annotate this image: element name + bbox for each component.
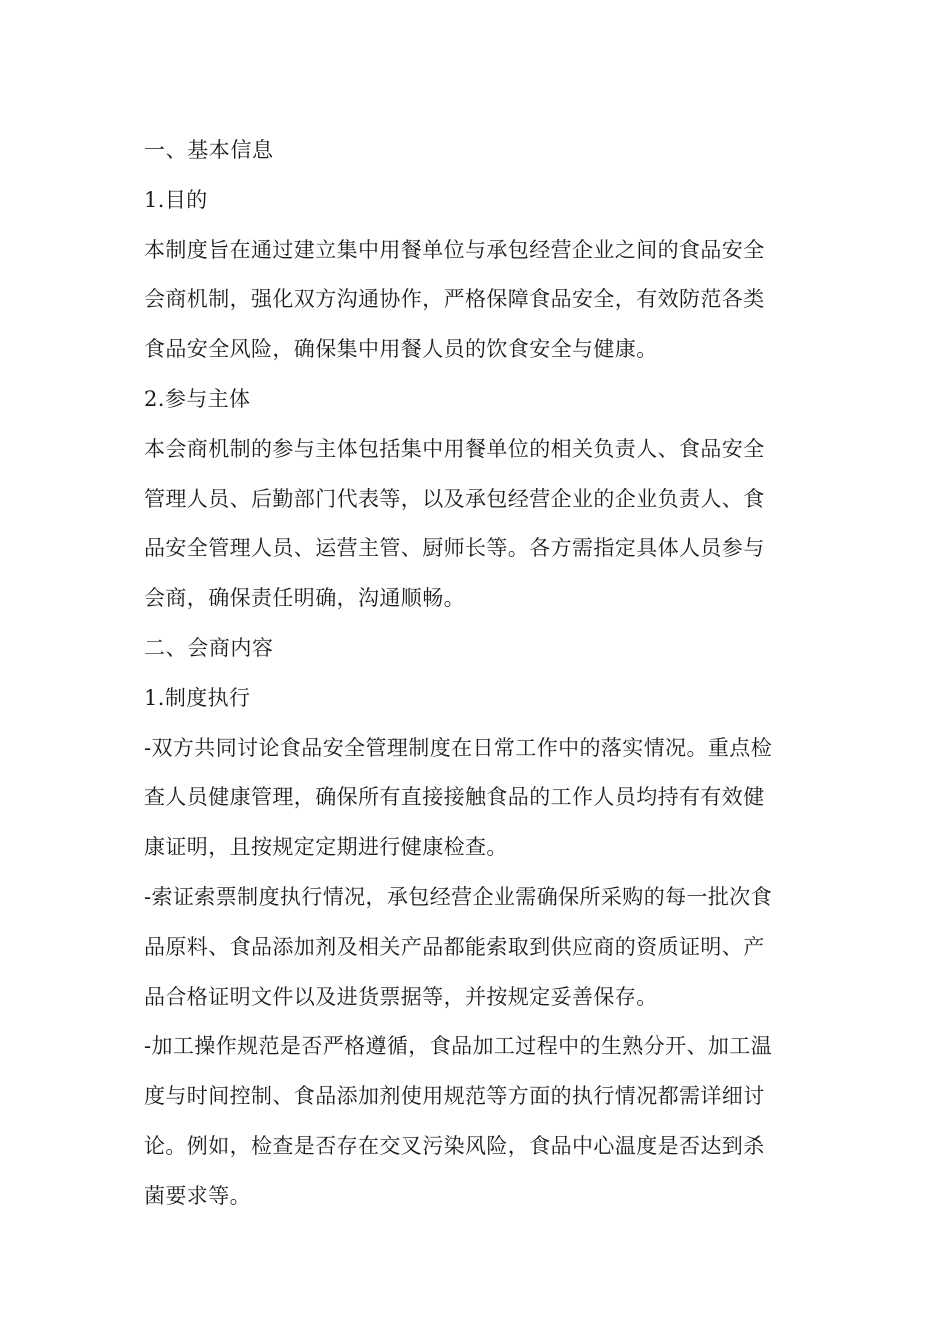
paragraph-line: -索证索票制度执行情况，承包经营企业需确保所采购的每一批次食: [144, 884, 773, 909]
paragraph-line: 管理人员、后勤部门代表等，以及承包经营企业的企业负责人、食: [144, 486, 765, 511]
subheading-purpose: 1.目的: [144, 187, 208, 212]
paragraph-line: 度与时间控制、食品添加剂使用规范等方面的执行情况都需详细讨: [144, 1084, 765, 1109]
subheading-participants: 2.参与主体: [144, 386, 251, 411]
paragraph-line: 菌要求等。: [144, 1183, 251, 1208]
section-heading-basic-info: 一、基本信息: [144, 138, 274, 162]
paragraph-line: 论。例如，检查是否存在交叉污染风险，食品中心温度是否达到杀: [144, 1133, 765, 1158]
document-page: [144, 126, 808, 1222]
paragraph-line: 查人员健康管理，确保所有直接接触食品的工作人员均持有有效健: [144, 785, 765, 810]
paragraph-line: 品合格证明文件以及进货票据等，并按规定妥善保存。: [144, 984, 658, 1009]
paragraph-line: 本会商机制的参与主体包括集中用餐单位的相关负责人、食品安全: [144, 436, 765, 461]
paragraph-line: 品原料、食品添加剂及相关产品都能索取到供应商的资质证明、产: [144, 934, 765, 959]
paragraph-line: 本制度旨在通过建立集中用餐单位与承包经营企业之间的食品安全: [144, 237, 765, 262]
subheading-system-execution: 1.制度执行: [144, 685, 251, 710]
paragraph-line: -双方共同讨论食品安全管理制度在日常工作中的落实情况。重点检: [144, 735, 773, 760]
section-heading-consultation-content: 二、会商内容: [144, 635, 274, 660]
paragraph-line: 会商，确保责任明确，沟通顺畅。: [144, 586, 465, 611]
paragraph-line: 食品安全风险，确保集中用餐人员的饮食安全与健康。: [144, 337, 658, 362]
paragraph-line: 康证明，且按规定定期进行健康检查。: [144, 835, 508, 860]
paragraph-line: 会商机制，强化双方沟通协作，严格保障食品安全，有效防范各类: [144, 287, 765, 312]
paragraph-line: -加工操作规范是否严格遵循，食品加工过程中的生熟分开、加工温: [144, 1034, 773, 1059]
paragraph-line: 品安全管理人员、运营主管、厨师长等。各方需指定具体人员参与: [144, 536, 765, 561]
